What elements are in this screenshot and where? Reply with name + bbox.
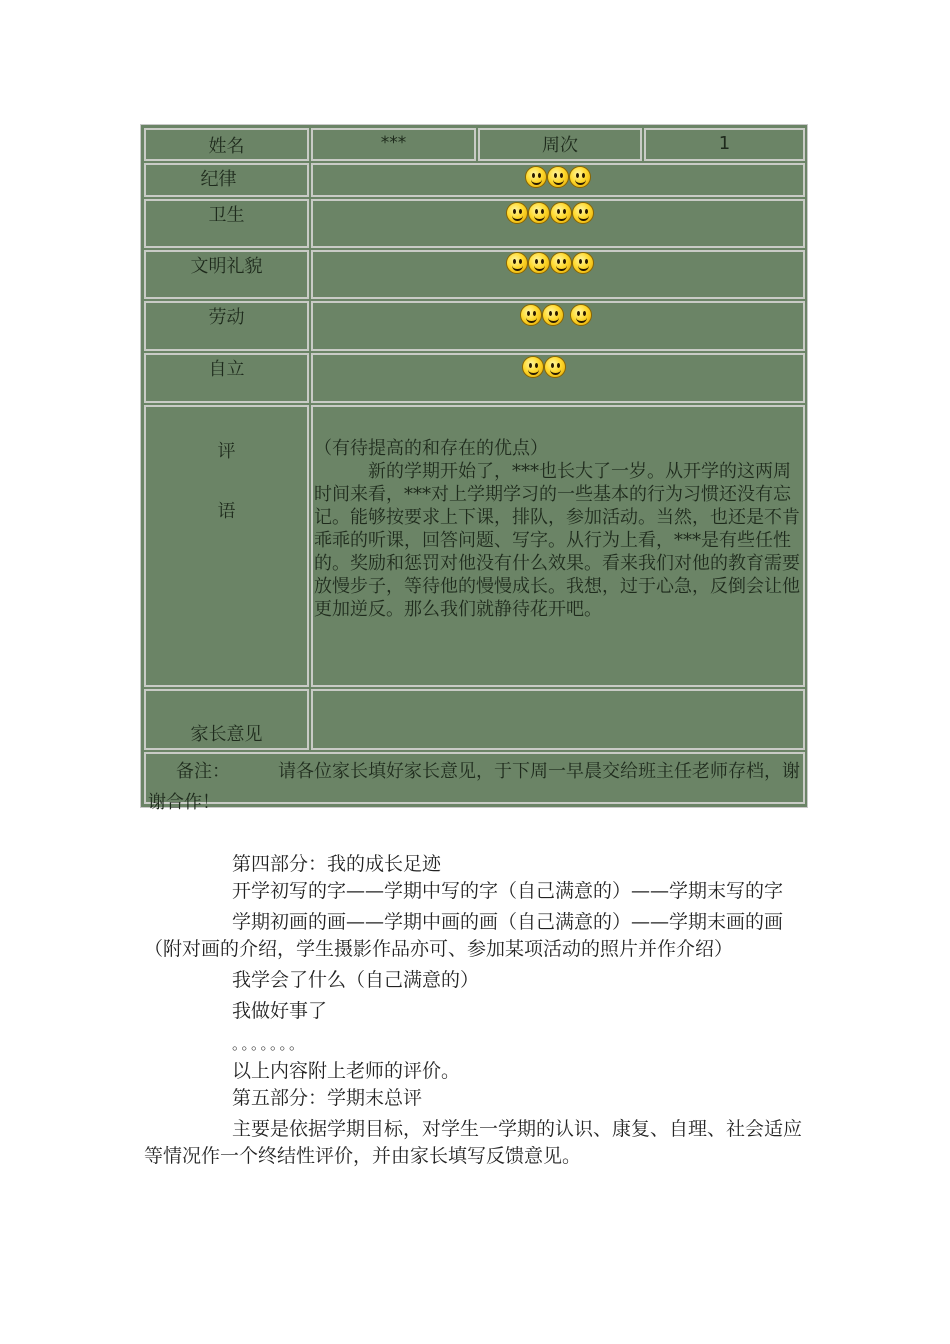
rating-courtesy — [297, 252, 803, 274]
note-body: 请各位家长填好家长意见，于下周一早晨交给班主任老师存档，谢谢合作！ — [148, 761, 800, 813]
row-label-courtesy: 文明礼貌 — [190, 256, 263, 277]
smiley-face-icon — [528, 252, 550, 274]
comment-heading: （有待提高的和存在的优点） — [314, 438, 548, 459]
paragraph-teacher-note: 以上内容附上老师的评价。 — [232, 1060, 461, 1082]
smiley-face-icon — [547, 166, 569, 188]
comment-cell — [311, 405, 805, 687]
smiley-face-icon — [572, 202, 594, 224]
section-five-heading: 第五部分：学期末总评 — [232, 1087, 423, 1109]
smiley-face-icon — [506, 252, 528, 274]
paragraph-learned: 我学会了什么（自己满意的） — [232, 969, 480, 991]
section-four-heading: 第四部分：我的成长足迹 — [232, 853, 442, 875]
name-label-cell — [144, 128, 309, 161]
row-label-labor: 劳动 — [208, 307, 245, 328]
paragraph-summary: 主要是依据学期目标，对学生一学期的认识、康复、自理、社会适应等情况作一个终结性评价，并由家长填写反馈意见。 — [144, 1118, 803, 1167]
row-rating-cell — [311, 250, 805, 299]
row-label-independence: 自立 — [208, 359, 245, 380]
name-value: *** — [380, 133, 407, 153]
smiley-face-icon — [572, 252, 594, 274]
paragraph-good-deeds: 我做好事了 — [232, 1000, 328, 1022]
row-label-hygiene: 卫生 — [208, 205, 245, 226]
parent-label-cell — [144, 689, 309, 750]
smiley-face-icon — [525, 166, 547, 188]
evaluation-table — [140, 124, 808, 813]
smiley-face-icon — [528, 202, 550, 224]
smiley-face-icon — [550, 252, 572, 274]
smiley-face-icon — [542, 304, 564, 326]
rating-discipline — [313, 166, 803, 188]
row-rating-cell — [311, 163, 805, 197]
paragraph-writing: 开学初写的字——学期中写的字（自己满意的）——学期末写的字 — [232, 880, 784, 902]
row-rating-cell — [311, 199, 805, 248]
note-label: 备注： — [176, 761, 230, 782]
row-label-cell — [144, 199, 309, 248]
row-rating-cell — [311, 301, 805, 351]
comment-label-2: 语 — [217, 501, 236, 522]
notes-cell — [144, 752, 805, 813]
week-value: 1 — [718, 133, 731, 154]
parent-label: 家长意见 — [190, 724, 263, 745]
notes-text — [146, 754, 803, 818]
parent-value-cell[interactable] — [311, 689, 805, 750]
smiley-face-icon — [544, 356, 566, 378]
comment-text: 新的学期开始了，***也长大了一岁。从开学的这两周时间来看，***对上学期学习的一些基本的行为习惯还没有忘记。能够按要求上下课，排队，参加活动。当然，也还是不肯乖乖的听课，回答问题、写字。从行为上看，***是有些任性的。奖励和惩罚对他没有什么效果。看来我们对他的教育需要放慢步子，等待他的慢慢成长。我想，过于心急，反倒会让他更加逆反。那么我们就静待花开吧。 — [314, 461, 800, 620]
smiley-face-icon — [550, 202, 572, 224]
row-label-cell — [144, 163, 309, 197]
row-label-discipline: 纪律 — [200, 169, 237, 190]
document-body — [144, 851, 808, 1170]
smiley-face-icon — [520, 304, 542, 326]
rating-labor — [308, 304, 803, 326]
rating-hygiene — [297, 202, 803, 224]
week-label: 周次 — [542, 135, 578, 156]
comment-body — [314, 437, 801, 621]
smiley-face-icon — [570, 304, 592, 326]
smiley-face-icon — [569, 166, 591, 188]
row-label-cell — [144, 250, 309, 299]
name-value-cell — [311, 128, 476, 161]
comment-label-cell — [144, 405, 309, 687]
paragraph-ellipsis: 。。。。。。。 — [232, 1035, 307, 1053]
row-rating-cell — [311, 353, 805, 403]
rating-independence — [285, 356, 803, 378]
smiley-face-icon — [522, 356, 544, 378]
week-label-cell — [478, 128, 642, 161]
week-value-cell — [644, 128, 805, 161]
comment-label-1: 评 — [217, 441, 236, 462]
paragraph-drawing: 学期初画的画——学期中画的画（自己满意的）——学期末画的画（附对画的介绍，学生摄影作品亦可、参加某项活动的照片并作介绍） — [144, 911, 784, 960]
smiley-face-icon — [506, 202, 528, 224]
row-label-cell — [144, 301, 309, 351]
name-label: 姓名 — [208, 136, 245, 157]
